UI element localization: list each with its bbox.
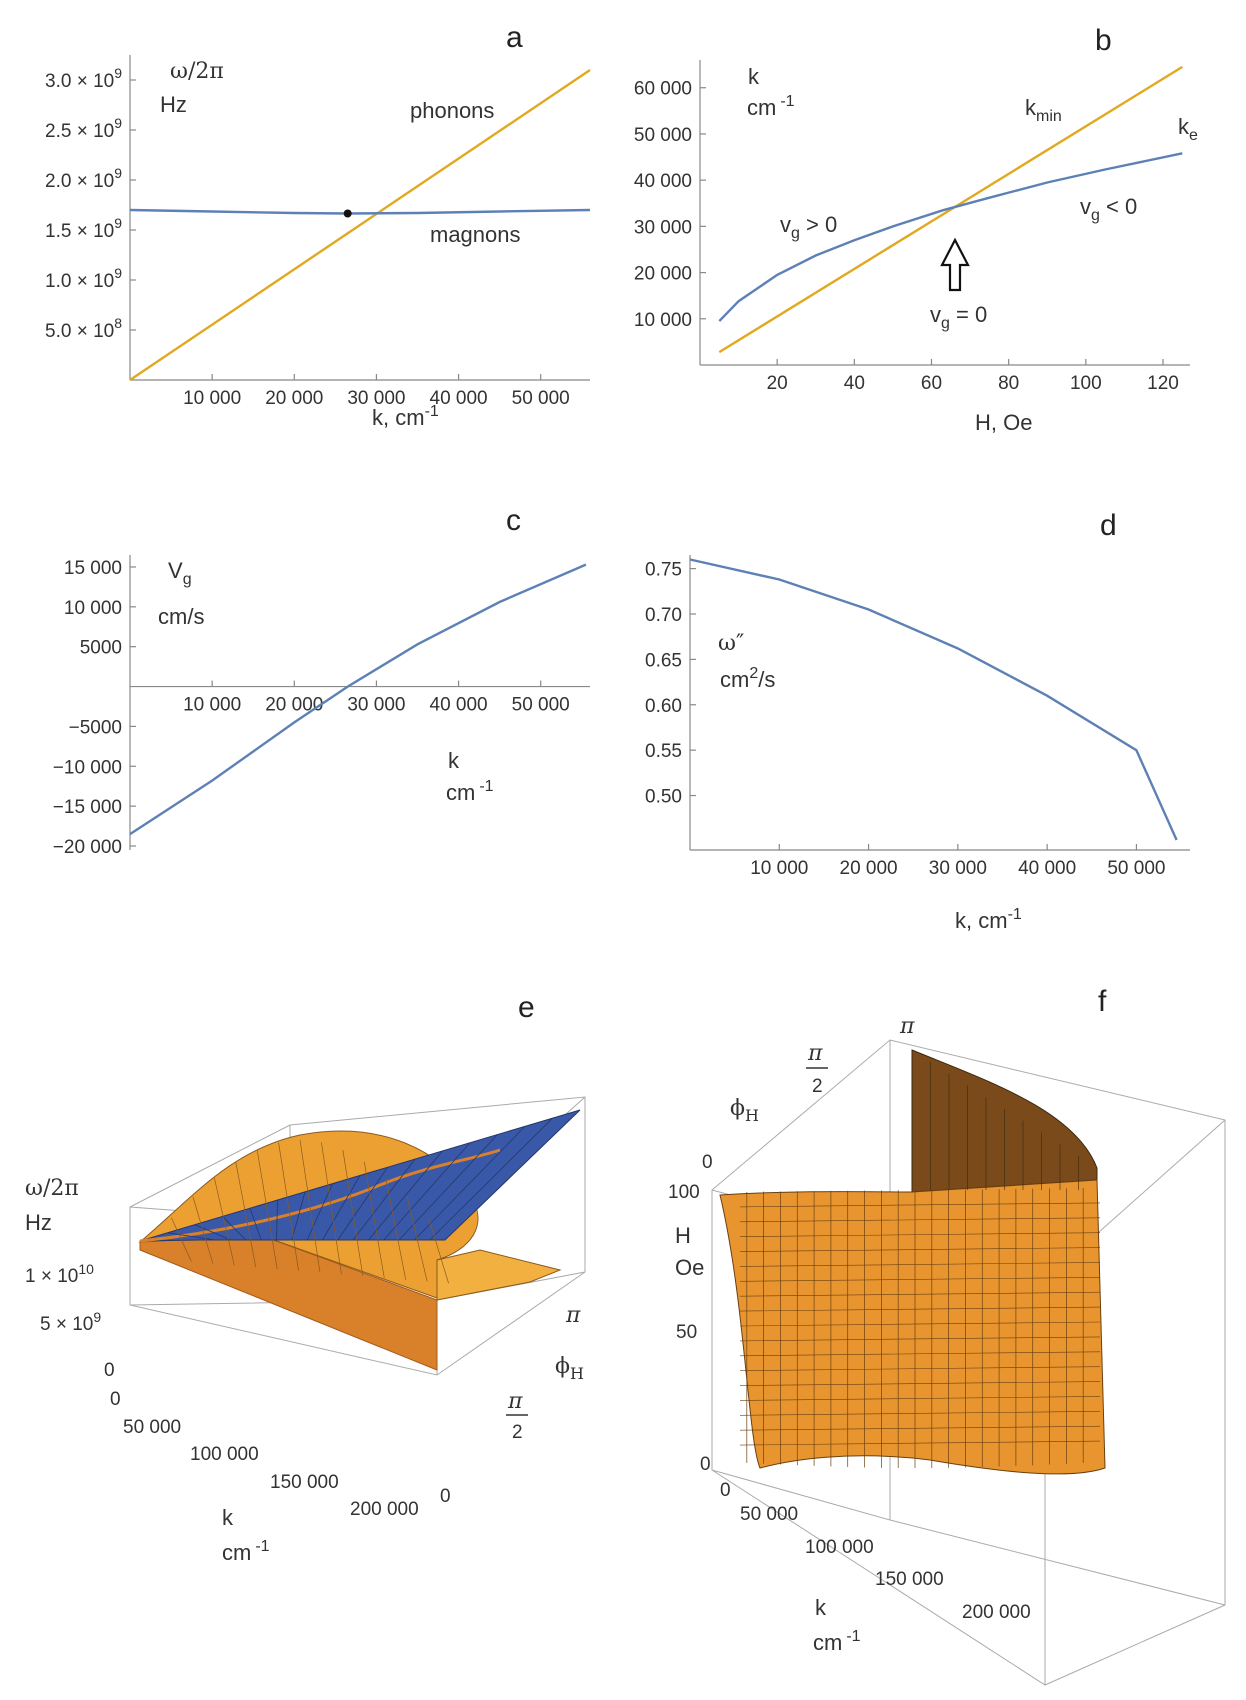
panel-c-label: c bbox=[506, 504, 521, 537]
panel-b-arrow-icon bbox=[942, 240, 968, 290]
panel-f-xlabel: k bbox=[815, 1595, 826, 1620]
panel-c-yunit: cm/s bbox=[158, 604, 205, 629]
panel-a-xtick-2: 30 000 bbox=[347, 388, 406, 409]
panel-b-vg-positive-label: $v_g > 0$ bbox=[780, 212, 838, 242]
panel-d-xtick-4: 50 000 bbox=[1107, 858, 1166, 879]
panel-b-ylabel: k bbox=[748, 64, 759, 89]
panel-e bbox=[25, 991, 585, 1565]
panel-e-xtick-2: 100 000 bbox=[190, 1444, 259, 1465]
panel-f-ztick-2: 100 bbox=[668, 1182, 700, 1203]
panel-e-xtick-4: 200 000 bbox=[350, 1499, 419, 1520]
panel-c-ytick-3: −5000 bbox=[68, 717, 122, 739]
panel-d-ytick-4: 0.70 bbox=[645, 605, 682, 626]
panel-a-ytick-1: $1.0 \times 10^9$ bbox=[45, 265, 122, 292]
panel-b-xlabel: H, Oe bbox=[975, 410, 1033, 435]
panel-e-xtick-3: 150 000 bbox=[270, 1472, 339, 1493]
panel-c-ytick-6: −20 000 bbox=[52, 837, 122, 859]
panel-e-zlabel: ω/2π bbox=[25, 1176, 79, 1201]
panel-f-xtick-1: 50 000 bbox=[740, 1504, 799, 1525]
panel-d-ytick-1: 0.55 bbox=[645, 741, 682, 763]
panel-e-orange-lip bbox=[437, 1250, 560, 1300]
panel-d-xtick-2: 30 000 bbox=[928, 858, 987, 879]
panel-a-ytick-2: $1.5 \times 10^9$ bbox=[45, 215, 122, 242]
panel-f-ytick-2: π bbox=[900, 1014, 915, 1039]
panel-f-ylabel: $\phi_H$ bbox=[730, 1096, 759, 1125]
panel-a-ylabel: ω/2π bbox=[170, 59, 224, 84]
panel-b-ytick-5: 60 000 bbox=[633, 78, 692, 100]
panel-e-xunit: cm $^{-1}$ bbox=[222, 1538, 270, 1565]
panel-d-series-0-line bbox=[690, 560, 1177, 841]
panel-e-xlabel: k bbox=[222, 1505, 233, 1530]
panel-e-ytick-0: 0 bbox=[440, 1486, 451, 1507]
panel-b-ke-label: $k_e$ bbox=[1178, 114, 1198, 144]
panel-c-ytick-5: −15 000 bbox=[52, 797, 122, 819]
panel-a-label: a bbox=[506, 21, 523, 54]
panel-d-yunit: $cm^2/s$ bbox=[720, 665, 776, 692]
panel-b-label: b bbox=[1095, 24, 1112, 57]
panel-f bbox=[668, 985, 1225, 1685]
panel-c-ytick-2: 5000 bbox=[79, 637, 122, 659]
panel-d-xlabel: k, $cm^{-1}$ bbox=[955, 906, 1022, 933]
panel-e-ytick-2: π bbox=[566, 1303, 581, 1328]
panel-c-xtick-2: 30 000 bbox=[347, 694, 406, 716]
panel-b-xtick-5: 120 bbox=[1147, 373, 1179, 394]
panel-b bbox=[634, 24, 1198, 435]
panel-a-xlabel: k, $cm^{-1}$ bbox=[372, 403, 439, 430]
panel-c-xunit: cm $^{-1}$ bbox=[446, 778, 494, 805]
panel-c-xtick-3: 40 000 bbox=[429, 694, 488, 716]
panel-b-ytick-2: 30 000 bbox=[633, 217, 692, 239]
panel-f-xtick-4: 200 000 bbox=[962, 1602, 1031, 1623]
panel-d-ytick-3: 0.65 bbox=[645, 650, 682, 672]
panel-f-xunit: cm $^{-1}$ bbox=[813, 1628, 861, 1655]
panel-c bbox=[53, 504, 590, 858]
panel-c-ytick-1: 10 000 bbox=[63, 597, 122, 619]
panel-a-ytick-0: $5.0 \times 10^8$ bbox=[45, 315, 122, 342]
panel-c-xtick-4: 50 000 bbox=[511, 694, 570, 716]
panel-d-xtick-3: 40 000 bbox=[1018, 858, 1077, 879]
panel-f-xtick-3: 150 000 bbox=[875, 1569, 944, 1590]
panel-e-ztick-2: $1 \times 10^{10}$ bbox=[25, 1261, 94, 1287]
panel-e-label: e bbox=[518, 991, 535, 1024]
panel-e-ztick-1: $5 \times 10^9$ bbox=[40, 1309, 102, 1335]
panel-e-ylabel: $\phi_H$ bbox=[555, 1354, 584, 1383]
panel-a-series-phonons-label: phonons bbox=[410, 98, 495, 123]
panel-a-series-0-line bbox=[130, 70, 590, 380]
panel-f-ytick-1-num: π bbox=[808, 1041, 823, 1066]
panel-e-zunit: Hz bbox=[25, 1210, 52, 1235]
panel-b-vg-zero-label: $v_g = 0$ bbox=[930, 302, 988, 332]
panel-b-ytick-4: 50 000 bbox=[633, 124, 692, 146]
panel-a-xtick-0: 10 000 bbox=[183, 388, 242, 409]
panel-f-label: f bbox=[1098, 985, 1107, 1018]
panel-a-xtick-4: 50 000 bbox=[511, 388, 570, 409]
panel-d-ytick-0: 0.50 bbox=[645, 786, 682, 808]
panel-a-yunit: Hz bbox=[160, 92, 187, 117]
panel-e-xtick-1: 50 000 bbox=[123, 1417, 182, 1438]
panel-a-series-1-line bbox=[130, 210, 590, 214]
panel-b-kmin-label: $k_{min}$ bbox=[1025, 95, 1062, 125]
panel-c-ylabel: $V_g$ bbox=[168, 558, 192, 588]
panel-e-ztick-0: 0 bbox=[104, 1360, 115, 1381]
panel-f-zlabel: H bbox=[675, 1223, 691, 1248]
panel-d-ytick-5: 0.75 bbox=[645, 559, 682, 581]
panel-e-ytick-1-num: π bbox=[508, 1389, 523, 1414]
panel-e-ytick-1-den: 2 bbox=[512, 1422, 523, 1443]
panel-b-ytick-1: 20 000 bbox=[633, 263, 692, 285]
panel-c-ytick-4: −10 000 bbox=[52, 757, 122, 779]
panel-b-xtick-0: 20 bbox=[766, 373, 788, 394]
panel-a-crossing-point bbox=[344, 210, 352, 218]
panel-d-xtick-1: 20 000 bbox=[839, 858, 898, 879]
panel-b-xtick-2: 60 bbox=[920, 373, 943, 394]
panel-e-xtick-0: 0 bbox=[110, 1389, 121, 1410]
panel-a-series-magnons-label: magnons bbox=[430, 222, 521, 247]
panel-b-yunit: cm $^{-1}$ bbox=[747, 93, 795, 120]
panel-a-ytick-3: $2.0 \times 10^9$ bbox=[45, 165, 122, 192]
panel-f-zunit: Oe bbox=[675, 1255, 705, 1280]
panel-f-xtick-2: 100 000 bbox=[805, 1537, 874, 1558]
panel-a-xtick-1: 20 000 bbox=[265, 388, 324, 409]
panel-d bbox=[645, 509, 1190, 933]
panel-d-ylabel: ω″ bbox=[718, 631, 745, 656]
panel-a-ytick-5: $3.0 \times 10^9$ bbox=[45, 65, 122, 92]
panel-b-ytick-0: 10 000 bbox=[633, 309, 692, 331]
panel-b-series-1-line bbox=[719, 153, 1182, 321]
panel-b-xtick-4: 100 bbox=[1069, 373, 1102, 394]
panel-c-ytick-0: 15 000 bbox=[63, 557, 122, 579]
panel-f-xtick-0: 0 bbox=[720, 1480, 731, 1501]
panel-b-ytick-3: 40 000 bbox=[633, 171, 692, 193]
panel-c-xlabel: k bbox=[448, 748, 459, 773]
panel-b-vg-negative-label: $v_g < 0$ bbox=[1080, 194, 1138, 224]
panel-a-ytick-4: $2.5 \times 10^9$ bbox=[45, 115, 122, 142]
panel-f-ztick-0: 0 bbox=[700, 1454, 711, 1475]
panel-b-xtick-1: 40 bbox=[843, 373, 865, 394]
panel-b-xtick-3: 80 bbox=[998, 373, 1020, 394]
panel-c-xtick-0: 10 000 bbox=[183, 694, 242, 716]
panel-d-xtick-0: 10 000 bbox=[750, 858, 809, 879]
panel-d-label: d bbox=[1100, 509, 1117, 542]
panel-f-ytick-0: 0 bbox=[702, 1152, 713, 1173]
panel-d-ytick-2: 0.60 bbox=[645, 695, 682, 717]
panel-f-ytick-1-den: 2 bbox=[812, 1076, 823, 1097]
panel-a bbox=[45, 21, 590, 430]
panel-f-ztick-1: 50 bbox=[676, 1322, 698, 1343]
panel-a-xtick-3: 40 000 bbox=[429, 388, 488, 409]
panel-c-xtick-1: 20 000 bbox=[265, 694, 324, 716]
